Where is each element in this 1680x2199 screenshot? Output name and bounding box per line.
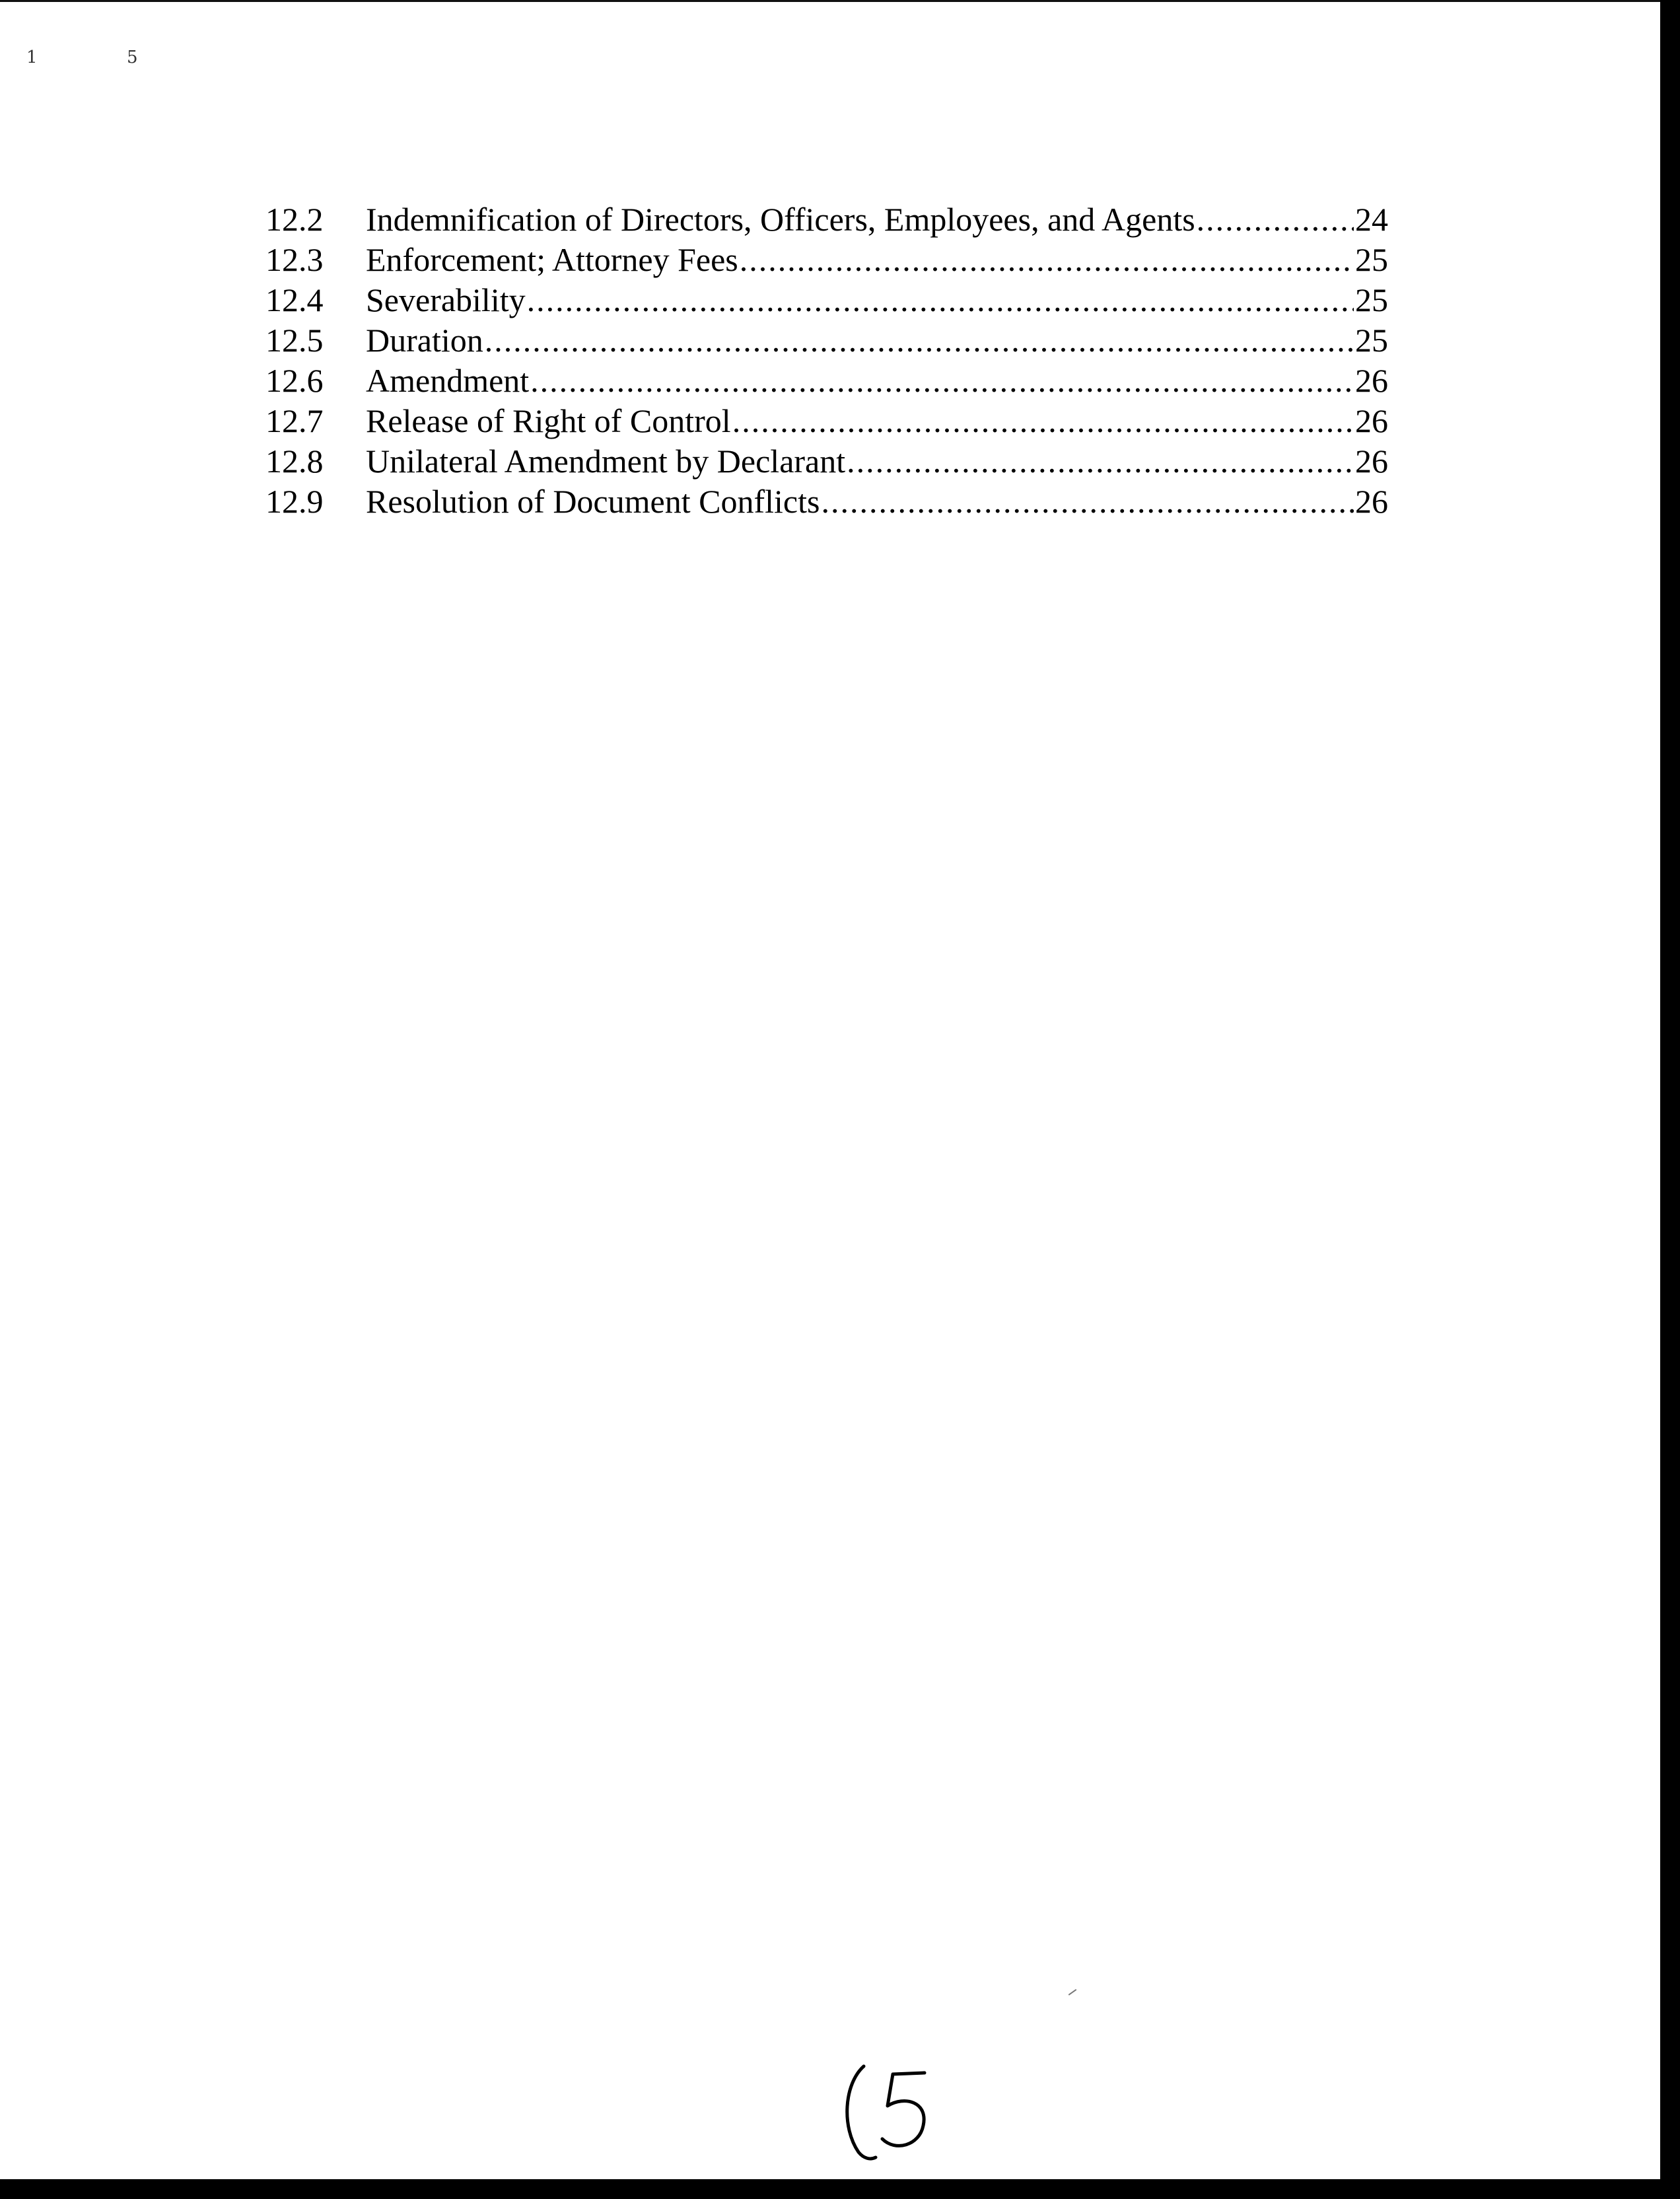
toc-entry-number: 12.4 (265, 281, 324, 318)
toc-entry (265, 441, 1388, 482)
toc-entry-number: 12.9 (265, 483, 324, 520)
handwritten-page-number (839, 2054, 944, 2167)
corner-mark: 5 (127, 48, 138, 67)
toc-entry-title: Resolution of Document Conflicts (366, 483, 820, 520)
toc-entry-title: Amendment (366, 362, 530, 399)
dot-leader (527, 280, 1354, 320)
toc-entry-page: 25 (1355, 281, 1388, 318)
toc-entry-number: 12.8 (265, 443, 324, 480)
toc-entry (265, 482, 1388, 522)
toc-entry-page: 26 (1355, 402, 1388, 439)
toc-entry (265, 320, 1388, 361)
toc-entry-page: 24 (1355, 201, 1388, 238)
toc-entry-title: Indemnification of Directors, Officers, Employees, and Agents (366, 201, 1195, 238)
toc-entry-number: 12.2 (265, 201, 324, 238)
toc-entry-title: Duration (366, 322, 483, 359)
dot-leader (732, 401, 1354, 441)
toc-entry (265, 401, 1388, 441)
dot-leader (740, 240, 1354, 280)
page-bottom-border (0, 2179, 1680, 2199)
toc-entry-page: 26 (1355, 362, 1388, 399)
dot-leader (485, 320, 1354, 361)
toc-entry-number: 12.6 (265, 362, 324, 399)
page-top-edge (0, 0, 1680, 2)
toc-entry-title: Enforcement; Attorney Fees (366, 241, 738, 278)
toc-entry-page: 25 (1355, 322, 1388, 359)
toc-entry-number: 12.5 (265, 322, 324, 359)
toc-entry-number: 12.7 (265, 402, 324, 439)
dot-leader (1197, 199, 1354, 240)
toc-entry-title: Unilateral Amendment by Declarant (366, 443, 846, 480)
page-right-border (1660, 0, 1680, 2199)
toc-entry-number: 12.3 (265, 241, 324, 278)
toc-entry (265, 199, 1388, 240)
toc-entry-title: Release of Right of Control (366, 402, 731, 439)
toc-entry (265, 240, 1388, 280)
toc-entry-page: 26 (1355, 443, 1388, 480)
toc-entry-page: 26 (1355, 483, 1388, 520)
corner-mark: 1 (26, 48, 38, 67)
toc-entry-page: 25 (1355, 241, 1388, 278)
stray-pen-mark (1068, 1989, 1077, 1996)
dot-leader (821, 482, 1354, 522)
toc-entry (265, 280, 1388, 320)
dot-leader (847, 441, 1354, 482)
table-of-contents (265, 199, 1388, 522)
toc-entry-title: Severability (366, 281, 526, 318)
dot-leader (530, 361, 1354, 401)
toc-entry (265, 361, 1388, 401)
